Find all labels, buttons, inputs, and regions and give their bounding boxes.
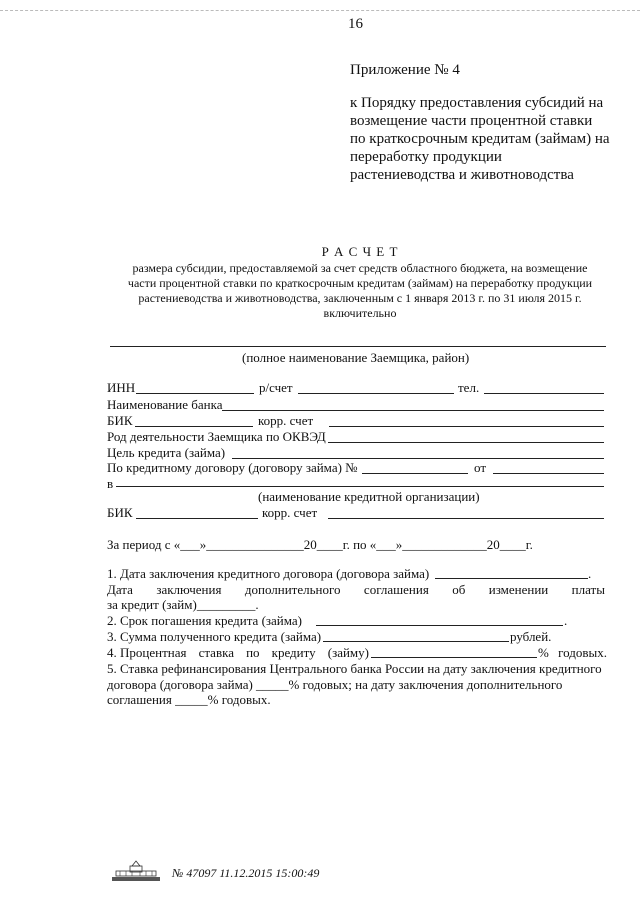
appendix-line: переработку продукции (350, 149, 502, 165)
phone-label: тел. (458, 380, 480, 395)
item-1-fee-line: за кредит (займ)_________. (107, 597, 259, 612)
appendix-line: растениеводства и животноводства (350, 167, 574, 183)
bik-label: БИК (107, 413, 133, 428)
heading-line: размера субсидии, предоставляемой за счет средств областного бюджета, на возмещение (132, 261, 588, 275)
borrower-name-field[interactable] (110, 346, 606, 347)
item-3-field[interactable] (323, 641, 509, 642)
document-registration-number: № 47097 11.12.2015 15:00:49 (172, 866, 320, 880)
borrower-caption: (полное наименование Заемщика, район) (242, 350, 470, 365)
phone-field[interactable] (484, 393, 604, 394)
credit-org-label: в (107, 476, 114, 491)
activity-label: Род деятельности Заемщика по ОКВЭД (107, 429, 326, 444)
contract-number-field[interactable] (362, 473, 468, 474)
word: изменении (488, 582, 549, 597)
account-field[interactable] (298, 393, 454, 394)
credit-org-field[interactable] (116, 486, 604, 487)
heading-line: части процентной ставки по краткосрочным кредитам (займам) на переработку продукции (127, 276, 593, 290)
word: заключения (156, 582, 222, 597)
word: 4. Процентная (107, 645, 187, 660)
appendix-line: к Порядку предоставления субсидий на (350, 95, 604, 111)
bank-name-field[interactable] (222, 410, 604, 411)
item-5-text: 5. Ставка рефинансирования Центрального банка России на дату заключения кредитного (107, 661, 602, 676)
word: дополнительного (244, 582, 341, 597)
item-4-text (107, 645, 369, 661)
word: ставка (198, 645, 234, 660)
period-line: За период с «___»_______________20____г. по «___»_____________20____г. (107, 537, 533, 552)
corr-account-field[interactable] (329, 426, 604, 427)
item-5-text-2: договора (договора займа) _____% годовых; на дату заключения дополнительного (107, 677, 563, 692)
item-3-text: 3. Сумма полученного кредита (займа) (107, 629, 322, 644)
bik-field[interactable] (135, 426, 253, 427)
word: соглашения (363, 582, 429, 597)
top-border (0, 10, 640, 11)
building-emblem-icon (110, 858, 162, 884)
heading-line: включительно (323, 306, 397, 320)
item-4-unit: % годовых. (538, 645, 607, 660)
account-label: р/счет (259, 380, 293, 395)
inn-label: ИНН (107, 380, 136, 395)
word: (займу) (327, 645, 369, 660)
document-heading: Р А С Ч Е Т (321, 244, 399, 259)
bik2-field[interactable] (136, 518, 258, 519)
bik2-label: БИК (107, 505, 133, 520)
item-4-field[interactable] (371, 657, 537, 658)
inn-field[interactable] (136, 393, 254, 394)
word: об (452, 582, 466, 597)
item-5-text-3: соглашения _____% годовых. (107, 692, 271, 707)
loan-purpose-label: Цель кредита (займа) (107, 445, 226, 460)
word: по (246, 645, 260, 660)
item-1-additional-line (107, 582, 605, 598)
item-1-text: 1. Дата заключения кредитного договора (договора займа) (107, 566, 430, 581)
bank-name-label: Наименование банка (107, 397, 223, 412)
page-number: 16 (348, 16, 363, 32)
heading-line: растениеводства и животноводства, заключенным с 1 января 2013 г. по 31 июля 2015 г. (138, 291, 582, 305)
corr-account2-field[interactable] (328, 518, 604, 519)
word: Дата (107, 582, 133, 597)
credit-org-caption: (наименование кредитной организации) (258, 489, 480, 504)
appendix-line: возмещение части процентной ставки (350, 113, 593, 129)
appendix-title: Приложение № 4 (350, 62, 460, 78)
loan-purpose-field[interactable] (232, 458, 604, 459)
appendix-line: по краткосрочным кредитам (займам) на (350, 131, 610, 147)
corr-account2-label: корр. счет (262, 505, 318, 520)
word: платы (571, 582, 605, 597)
item-1-field[interactable] (435, 578, 588, 579)
contract-from-label: от (474, 460, 487, 475)
word: кредиту (271, 645, 316, 660)
item-2-period: . (564, 613, 568, 628)
item-2-field[interactable] (316, 625, 563, 626)
contract-date-field[interactable] (493, 473, 604, 474)
corr-account-label: корр. счет (258, 413, 314, 428)
item-2-text: 2. Срок погашения кредита (займа) (107, 613, 302, 628)
activity-field[interactable] (328, 442, 604, 443)
item-1-period: . (588, 566, 592, 581)
item-3-unit: рублей. (510, 629, 552, 644)
contract-label: По кредитному договору (договору займа) № (107, 460, 358, 475)
